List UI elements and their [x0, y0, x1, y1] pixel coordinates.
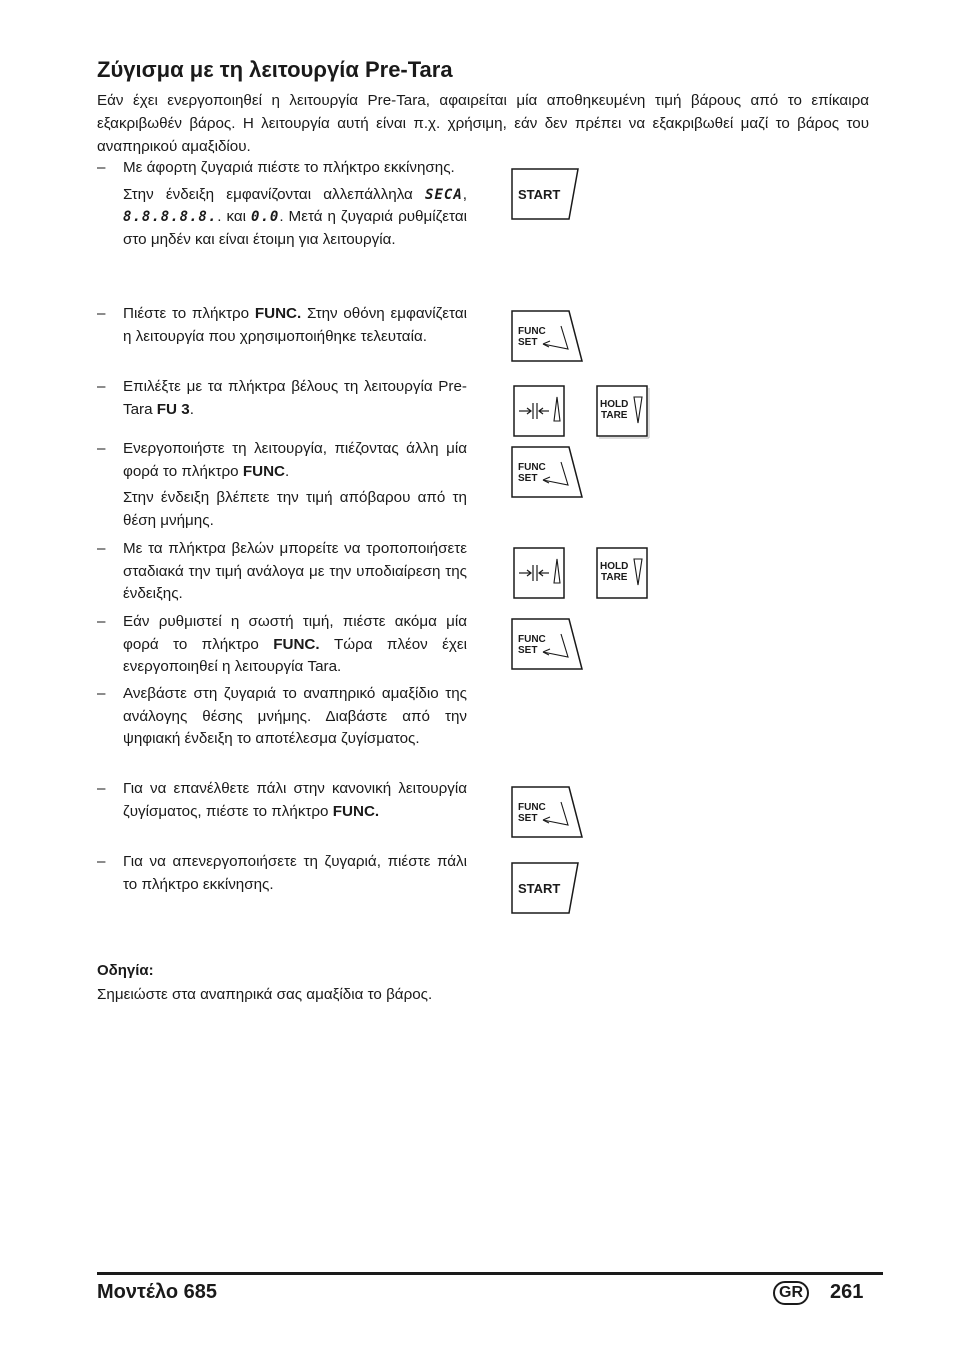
language-badge: GR	[773, 1281, 809, 1305]
display-segment-test: 8.8.8.8.8.	[123, 209, 218, 225]
start-key	[511, 862, 579, 914]
svg-text:SET: SET	[518, 473, 538, 484]
step-power-off: – Για να απενεργοποιήσετε τη ζυγαριά, πιέστε πάλι το πλήκτρο εκκίνησης.	[97, 853, 467, 893]
func-set-key	[511, 310, 583, 362]
svg-text:HOLD: HOLD	[600, 561, 629, 572]
display-seca: SECA	[425, 186, 463, 203]
svg-text:SET: SET	[518, 645, 538, 656]
svg-text:FUNC: FUNC	[518, 802, 546, 813]
step-confirm-value: – Εάν ρυθμιστεί η σωστή τιμή, πιέστε ακόμα μία φορά το πλήκτρο FUNC. Τώρα πλέον έχει ενεργοποιηθεί η λειτουργία Tara.	[97, 613, 467, 675]
func-set-key	[511, 618, 583, 670]
intro-paragraph: Εάν έχει ενεργοποιηθεί η λειτουργία Pre-Tara, αφαιρείται μία αποθηκευμένη τιμή βάρους από το επίκαιρα εξακριβωθέν βάρος. Η λειτουργία αυτή είναι π.χ. χρήσιμη, εάν δεν πρέπει να εξακριβωθεί μαζί το βάρος του αναπηρικού αμαξιδίου.	[97, 92, 869, 155]
start-key	[511, 168, 579, 220]
page-title: Ζύγισμα με τη λειτουργία Pre-Tara	[97, 57, 453, 82]
step-display-sequence: Στην ένδειξη εμφανίζονται αλλεπάλληλα SECA, 8.8.8.8.8.. και 0.0. Μετά η ζυγαριά ρυθμίζεται στο μηδέν και είναι έτοιμη για λειτουργία.	[123, 185, 467, 248]
step-power-on	[97, 157, 467, 251]
func-set-key	[511, 786, 583, 838]
svg-text:FUNC: FUNC	[518, 462, 546, 473]
note-text: Σημειώστε στα αναπηρικά σας αμαξίδια το βάρος.	[97, 986, 433, 1003]
svg-text:HOLD: HOLD	[600, 399, 629, 410]
display-zero: 0.0	[251, 209, 280, 225]
func-set-key	[511, 446, 583, 498]
svg-text:START: START	[518, 881, 561, 896]
svg-text:FUNC: FUNC	[518, 634, 546, 645]
step-activate-function: – Ενεργοποιήστε τη λειτουργία, πιέζοντας άλλη μία φορά το πλήκτρο FUNC. Στην ένδειξη βλέπετε την τιμή απόβαρου από τη θέση μνήμης.	[97, 440, 467, 529]
step-weigh-wheelchair: – Ανεβάστε στη ζυγαριά το αναπηρικό αμαξίδιο της ανάλογης θέσης μνήμης. Διαβάστε από την ψηφιακή ένδειξη το αποτέλεσμα ζυγίσματος.	[97, 685, 467, 747]
footer-divider	[97, 1272, 883, 1275]
svg-text:SET: SET	[518, 337, 538, 348]
svg-text:START: START	[518, 187, 561, 202]
svg-text:TARE: TARE	[601, 410, 628, 421]
page-number: 261	[830, 1281, 864, 1303]
note-title: Οδηγία:	[97, 962, 154, 979]
step-press-func: – Πιέστε το πλήκτρο FUNC. Στην οθόνη εμφανίζεται η λειτουργία που χρησιμοποιήθηκε τελευταία.	[97, 305, 467, 345]
arrow-up-key	[513, 547, 565, 599]
step-return-normal: – Για να επανέλθετε πάλι στην κανονική λειτουργία ζυγίσματος, πιέστε το πλήκτρο FUNC.	[97, 780, 467, 820]
step-text: Με άφορτη ζυγαριά πιέστε το πλήκτρο εκκίνησης.	[123, 159, 455, 176]
step-dash: –	[97, 159, 106, 176]
hold-tare-key	[596, 547, 652, 601]
svg-text:FUNC: FUNC	[518, 326, 546, 337]
hold-tare-key	[596, 385, 652, 439]
step-adjust-value: – Με τα πλήκτρα βελών μπορείτε να τροποποιήσετε σταδιακά την τιμή ανάλογα με την υποδιαίρεση της ένδειξης.	[97, 540, 467, 602]
footer-model: Μοντέλο 685	[97, 1281, 217, 1303]
svg-text:TARE: TARE	[601, 572, 628, 583]
arrow-up-key	[513, 385, 565, 437]
svg-text:SET: SET	[518, 813, 538, 824]
step-select-pre-tara: – Επιλέξτε με τα πλήκτρα βέλους τη λειτουργία Pre-Tara FU 3.	[97, 378, 467, 418]
